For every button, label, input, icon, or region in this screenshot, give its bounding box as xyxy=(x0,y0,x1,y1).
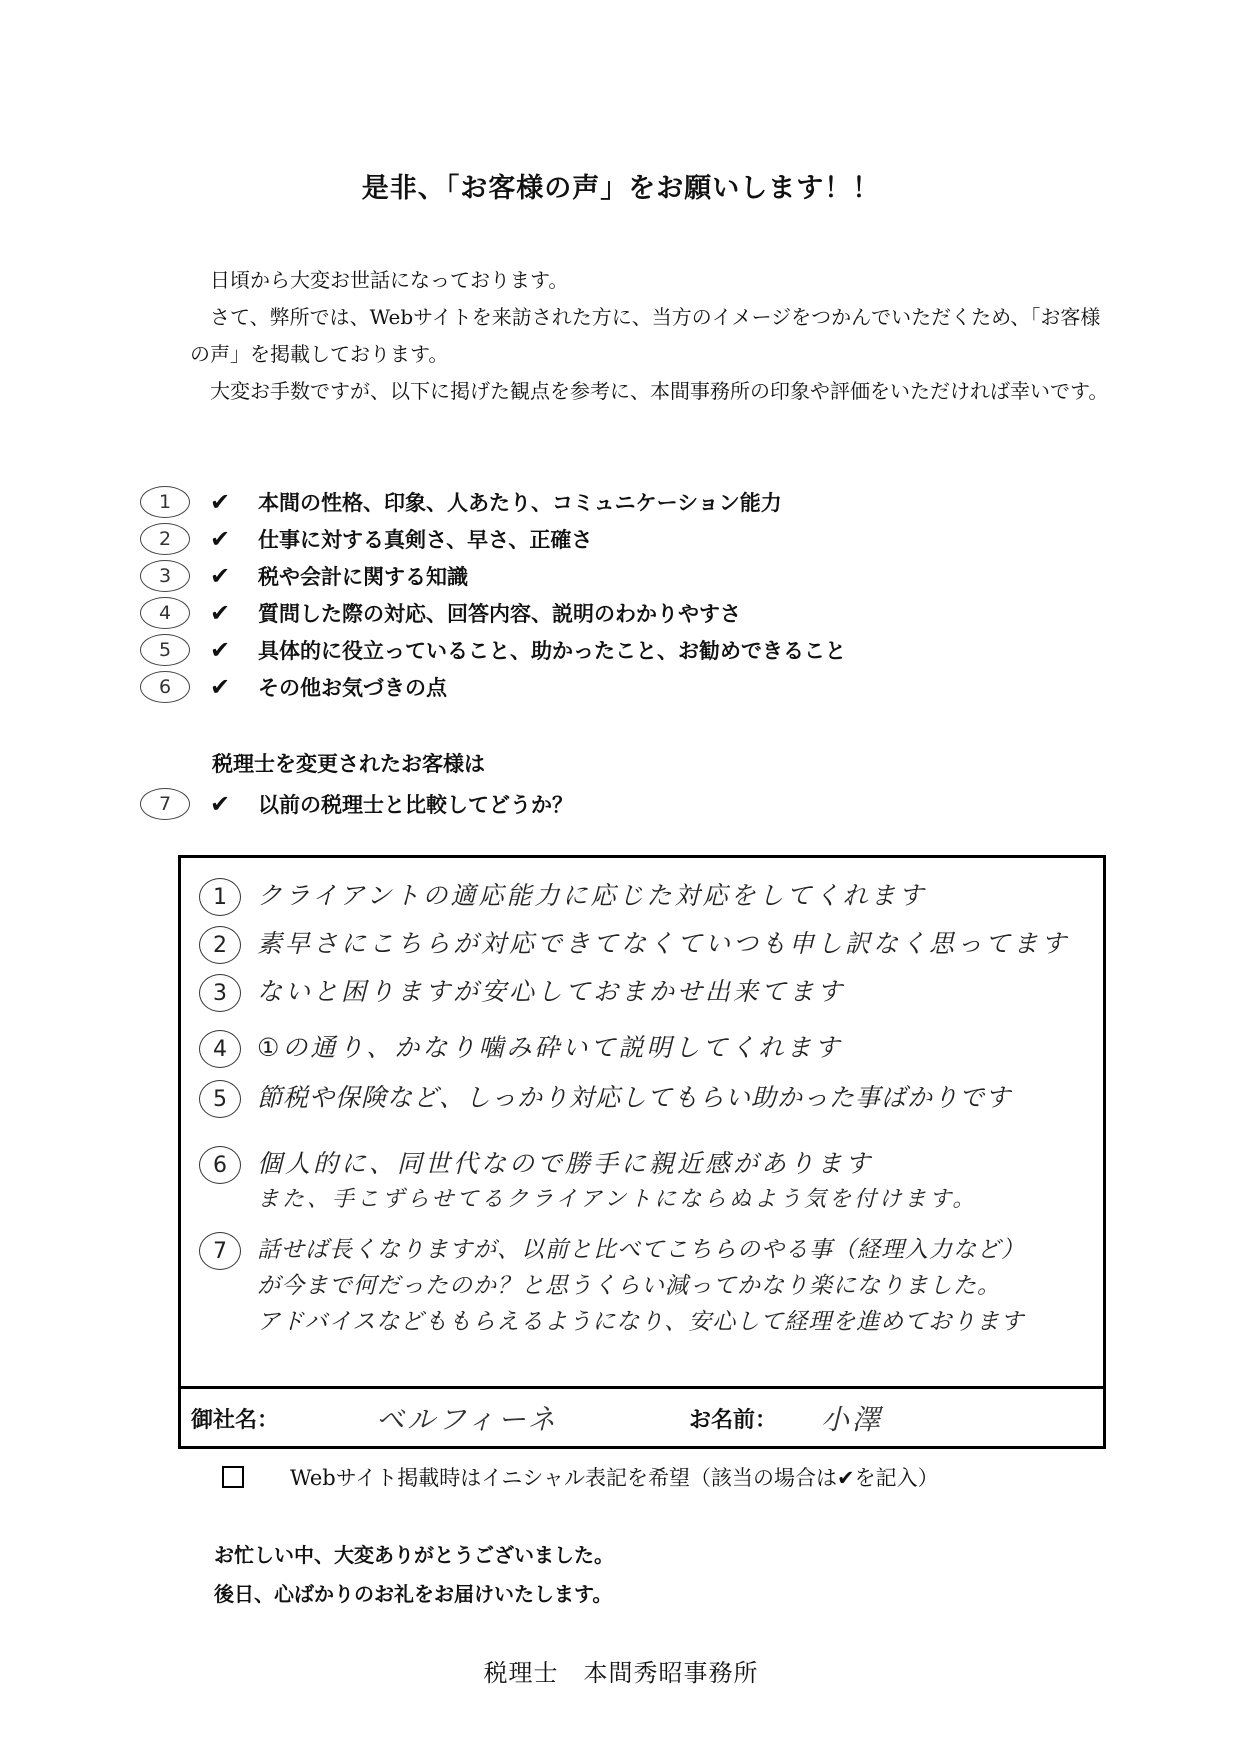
answer-text: アドバイスなどももらえるようになり、安心して経理を進めております xyxy=(257,1309,1025,1335)
item-number: 3 xyxy=(140,560,190,592)
check-icon: ✔ xyxy=(210,487,231,516)
answer-item xyxy=(199,926,1093,974)
answer-text: ないと困りますが安心しておまかせ出来てます xyxy=(257,977,846,1006)
answer-item xyxy=(199,1232,1093,1340)
answer-text: クライアントの適応能力に応じた対応をしてくれます xyxy=(257,881,927,910)
intro-line: さて、弊所では、Webサイトを来訪された方に、当方のイメージをつかんでいただくため、「お客様の声」を掲載しております。 xyxy=(190,305,1101,366)
checklist-item-text: 税や会計に関する知識 xyxy=(258,563,468,589)
checklist-item xyxy=(140,520,846,557)
answer-item xyxy=(199,974,1093,1030)
changed-tax-accountant-label: 税理士を変更されたお客様は xyxy=(212,751,485,776)
answer-item xyxy=(199,1146,1093,1232)
answer-number: 1 xyxy=(199,878,241,916)
intro-line: 日頃から大変お世話になっております。 xyxy=(210,268,569,292)
checklist-item-text: 仕事に対する真剣さ、早さ、正確さ xyxy=(258,526,593,552)
checklist-item xyxy=(140,557,846,594)
company-label: 御社名： xyxy=(191,1407,280,1433)
check-icon: ✔ xyxy=(210,598,231,627)
answer-number: 2 xyxy=(199,926,241,964)
office-name: 税理士 本間秀昭事務所 xyxy=(483,1659,759,1687)
check-icon: ✔ xyxy=(210,635,231,664)
answer-item xyxy=(199,1030,1093,1080)
answer-text-block xyxy=(241,1146,977,1218)
item-number: 1 xyxy=(140,486,190,518)
item-number: 7 xyxy=(140,788,190,820)
thanks-line: 後日、心ばかりのお礼をお届けいたします。 xyxy=(214,1582,613,1606)
page-title: 是非、「お客様の声」をお願いします！！ xyxy=(361,173,881,204)
name-label: お名前： xyxy=(689,1407,778,1433)
checklist-item xyxy=(140,594,846,631)
answer-text: が今まで何だったのか？と思うくらい減ってかなり楽になりました。 xyxy=(257,1273,1001,1299)
initial-option-row xyxy=(222,1462,939,1492)
checklist-item-text: 本間の性格、印象、人あたり、コミュニケーション能力 xyxy=(258,489,782,515)
thanks-text xyxy=(214,1536,614,1614)
checklist-item xyxy=(140,483,846,520)
checklist-item xyxy=(140,631,846,668)
answer-number: 4 xyxy=(199,1030,241,1068)
item-number: 4 xyxy=(140,597,190,629)
changed-checklist xyxy=(140,785,573,822)
answer-text: また、手こずらせてるクライアントにならぬよう気を付けます。 xyxy=(257,1187,978,1212)
check-icon: ✔ xyxy=(210,789,231,818)
checklist-item-text: 具体的に役立っていること、助かったこと、お勧めできること xyxy=(258,637,846,663)
intro-line: 大変お手数ですが、以下に掲げた観点を参考に、本間事務所の印象や評価をいただければ幸いです。 xyxy=(210,379,1109,403)
checklist-item-text: 質問した際の対応、回答内容、説明のわかりやすさ xyxy=(258,600,741,626)
checklist-item xyxy=(140,785,573,822)
answer-text: 個人的に、同世代なので勝手に親近感があります xyxy=(257,1149,874,1178)
initial-checkbox[interactable] xyxy=(222,1466,244,1488)
checklist-item-text: その他お気づきの点 xyxy=(258,674,447,700)
initial-option-text: Webサイト掲載時はイニシャル表記を希望（該当の場合は✔を記入） xyxy=(290,1466,939,1490)
company-value: ベルフィーネ xyxy=(376,1403,559,1436)
answer-number: 6 xyxy=(199,1146,241,1184)
checklist xyxy=(140,483,846,705)
answer-item xyxy=(199,1080,1093,1146)
answer-number: 7 xyxy=(199,1232,241,1270)
answer-text: 素早さにこちらが対応できてなくていつも申し訳なく思ってます xyxy=(257,929,1070,958)
checklist-item-text: 以前の税理士と比較してどうか？ xyxy=(258,791,573,817)
item-number: 2 xyxy=(140,523,190,555)
answer-text-block xyxy=(241,1232,1025,1340)
answer-item xyxy=(199,878,1093,926)
handwritten-answers xyxy=(199,878,1093,1340)
name-value: 小澤 xyxy=(821,1403,884,1436)
item-number: 5 xyxy=(140,634,190,666)
check-icon: ✔ xyxy=(210,561,231,590)
check-icon: ✔ xyxy=(210,672,231,701)
item-number: 6 xyxy=(140,671,190,703)
answer-number: 3 xyxy=(199,974,241,1012)
checklist-item xyxy=(140,668,846,705)
answer-text: 話せば長くなりますが、以前と比べてこちらのやる事（経理入力など） xyxy=(257,1237,1025,1263)
answer-text: 節税や保険など、しっかり対応してもらい助かった事ばかりです xyxy=(257,1083,1012,1112)
intro-text xyxy=(190,262,1110,410)
check-icon: ✔ xyxy=(210,524,231,553)
answer-box xyxy=(178,855,1106,1449)
thanks-line: お忙しい中、大変ありがとうございました。 xyxy=(214,1543,614,1567)
box-divider xyxy=(181,1386,1103,1389)
answer-number: 5 xyxy=(199,1080,241,1118)
answer-text: ①の通り、かなり噛み砕いて説明してくれます xyxy=(257,1033,843,1062)
